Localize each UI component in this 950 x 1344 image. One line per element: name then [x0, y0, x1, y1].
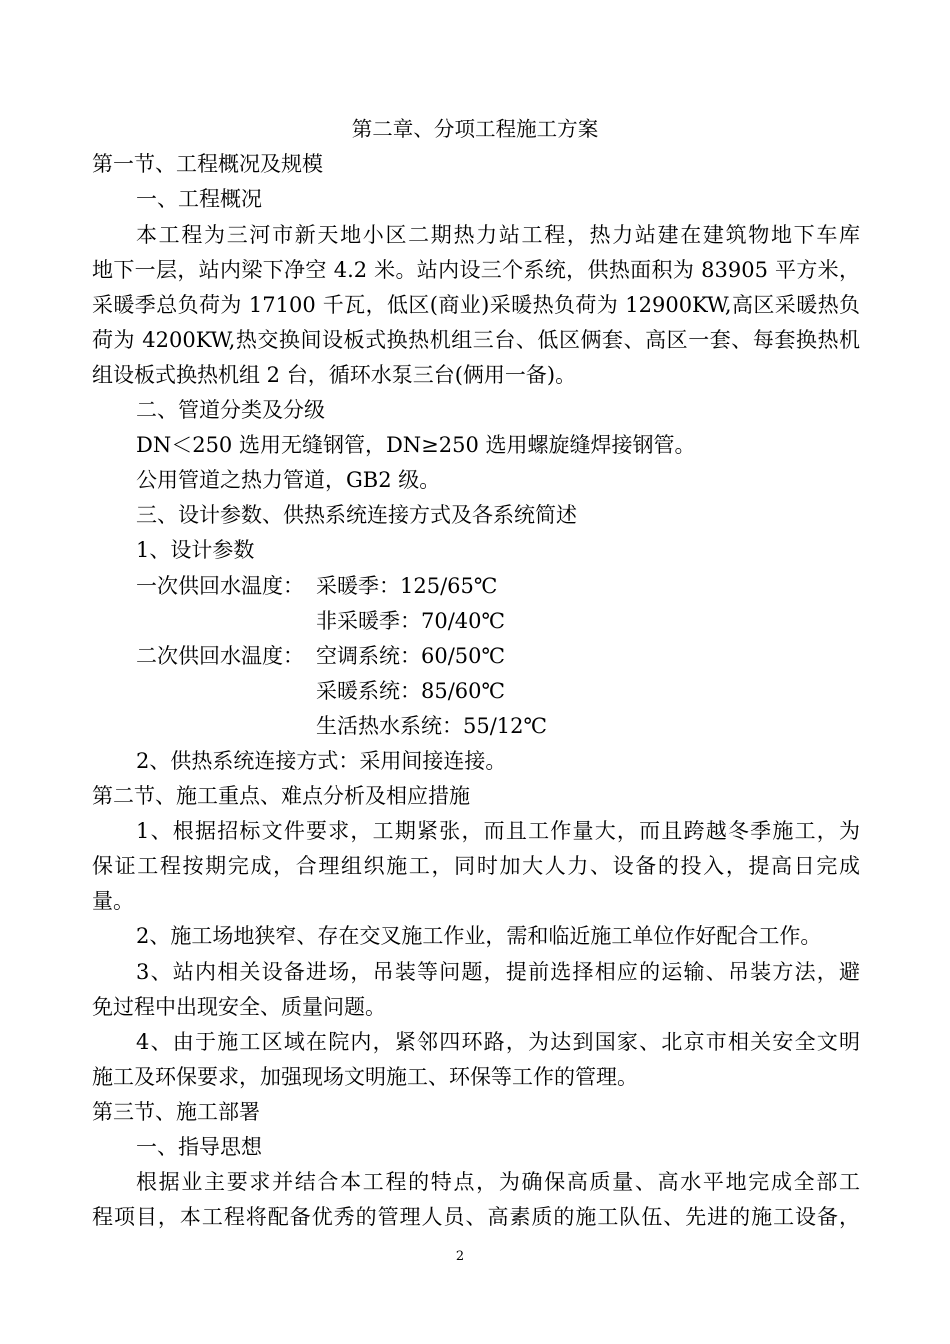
paragraph-line: 施工及环保要求，加强现场文明施工、环保等工作的管理。: [92, 1065, 638, 1089]
paragraph-line: 组设板式换热机组 2 台，循环水泵三台(俩用一备)。: [92, 363, 577, 387]
item-heading: 2、供热系统连接方式：采用间接连接。: [136, 749, 507, 773]
subsection-heading: 二、管道分类及分级: [136, 398, 325, 422]
section-2-heading: 第二节、施工重点、难点分析及相应措施: [92, 784, 470, 808]
paragraph-line: 公用管道之热力管道，GB2 级。: [136, 468, 441, 492]
secondary-temp-ac: 空调系统：60/50℃: [316, 644, 506, 668]
paragraph-line: 本工程为三河市新天地小区二期热力站工程，热力站建在建筑物地下车库: [136, 223, 860, 247]
item-heading: 1、设计参数: [136, 538, 255, 562]
paragraph-line: 根据业主要求并结合本工程的特点，为确保高质量、高水平地完成全部工: [136, 1170, 860, 1194]
subsection-heading: 一、指导思想: [136, 1135, 262, 1159]
chapter-title: 第二章、分项工程施工方案: [351, 117, 599, 141]
paragraph-line: 2、施工场地狭窄、存在交叉施工作业，需和临近施工单位作好配合工作。: [136, 924, 822, 948]
subsection-heading: 三、设计参数、供热系统连接方式及各系统简述: [136, 503, 577, 527]
primary-temp-nonheating: 非采暖季：70/40℃: [316, 609, 506, 633]
paragraph-line: 3、站内相关设备进场，吊装等问题，提前选择相应的运输、吊装方法，避: [136, 960, 860, 984]
paragraph-line: 程项目，本工程将配备优秀的管理人员、高素质的施工队伍、先进的施工设备，: [92, 1205, 860, 1229]
secondary-temp-heating: 采暖系统：85/60℃: [316, 679, 506, 703]
subsection-heading: 一、工程概况: [136, 187, 262, 211]
primary-temp-label: 一次供回水温度：: [136, 574, 304, 598]
paragraph-line: 采暖季总负荷为 17100 千瓦，低区(商业)采暖热负荷为 12900KW,高区采暖热负: [92, 293, 860, 317]
paragraph-line: 量。: [92, 889, 134, 913]
section-3-heading: 第三节、施工部署: [92, 1100, 260, 1124]
section-1-heading: 第一节、工程概况及规模: [92, 152, 323, 176]
page-number: 2: [455, 1249, 465, 1264]
paragraph-line: 1、根据招标文件要求，工期紧张，而且工作量大，而且跨越冬季施工，为: [136, 819, 860, 843]
primary-temp-heating: 采暖季：125/65℃: [316, 574, 498, 598]
paragraph-line: 免过程中出现安全、质量问题。: [92, 995, 386, 1019]
secondary-temp-label: 二次供回水温度：: [136, 644, 304, 668]
secondary-temp-hotwater: 生活热水系统：55/12℃: [316, 714, 548, 738]
paragraph-line: 4、由于施工区域在院内，紧邻四环路，为达到国家、北京市相关安全文明: [136, 1030, 860, 1054]
paragraph-line: 地下一层，站内梁下净空 4.2 米。站内设三个系统，供热面积为 83905 平方米，: [92, 258, 860, 282]
paragraph-line: 保证工程按期完成，合理组织施工，同时加大人力、设备的投入，提高日完成: [92, 854, 860, 878]
paragraph-line: 荷为 4200KW,热交换间设板式换热机组三台、低区俩套、高区一套、每套换热机: [92, 328, 860, 352]
paragraph-line: DN＜250 选用无缝钢管，DN≥250 选用螺旋缝焊接钢管。: [136, 433, 696, 457]
